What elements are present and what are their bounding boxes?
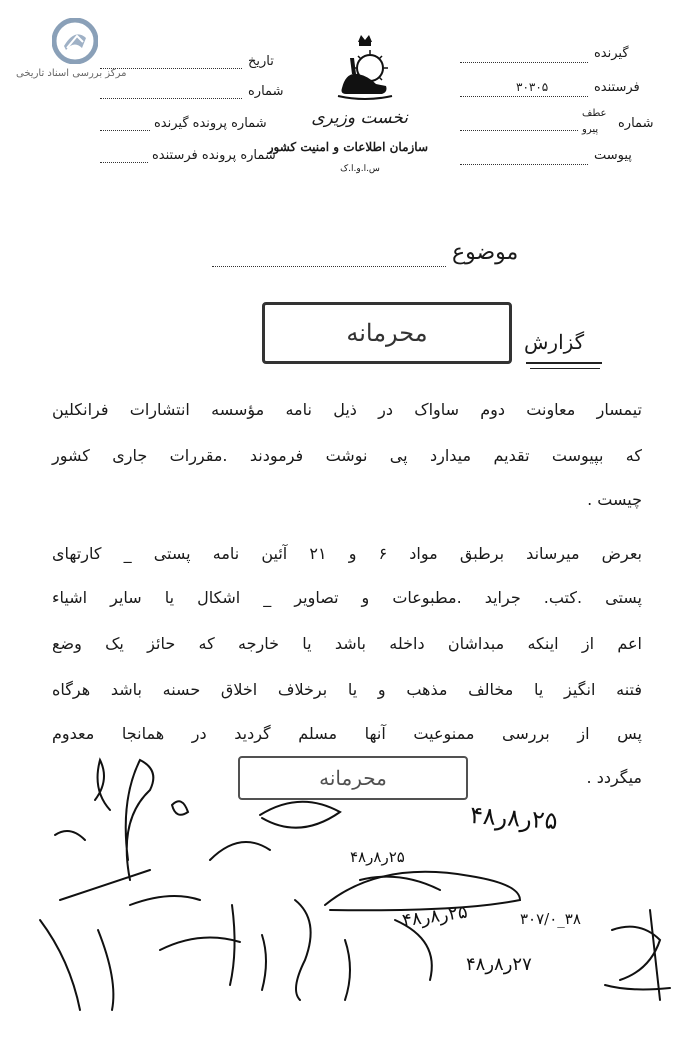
number-label-left: شماره xyxy=(248,84,284,99)
body-line-3: چیست . xyxy=(587,490,642,509)
number-annot-top: عطف xyxy=(582,108,607,119)
subject-line xyxy=(212,266,446,267)
recipient-label: گیرنده xyxy=(594,46,629,61)
body-line-1: تیمسار معاونت دوم ساواک در ذیل نامه مؤسسه انتشارات فرانکلین xyxy=(52,400,642,419)
recipient-line xyxy=(460,62,588,63)
handwritten-date-4: ۲۷ر۸ر۴۸ xyxy=(466,954,532,975)
attachment-label: پیوست xyxy=(594,148,632,163)
subject-label: موضوع xyxy=(452,240,519,265)
number-annot-bottom: پیرو xyxy=(582,124,599,135)
number-label-right: شماره xyxy=(618,116,654,131)
archive-logo-icon xyxy=(52,18,98,64)
confidential-stamp-bottom: محرمانه xyxy=(238,756,468,800)
date-label: تاریخ xyxy=(248,54,274,69)
watermark-text: مرکز بررسی اسناد تاریخی xyxy=(16,68,127,79)
sender-value: ۳۰۳۰۵ xyxy=(516,80,549,94)
body-line-7: فتنه انگیز یا مخالف مذهب و یا برخلاف اخلاق حسنه باشد هرگاه xyxy=(52,680,642,699)
report-label: گزارش xyxy=(524,330,585,354)
body-line-9: میگردد . xyxy=(586,768,642,787)
body-line-5: پستی .کتب. جراید .مطبوعات و تصاویر _ اشکال یا سایر اشیاء xyxy=(52,588,642,607)
recipient-file-label: شماره پرونده گیرنده xyxy=(154,116,267,131)
sender-file-label: شماره پرونده فرستنده xyxy=(152,148,276,163)
sender-file-line xyxy=(100,162,148,163)
attachment-line xyxy=(460,164,588,165)
org-line-2: سازمان اطلاعات و امنیت کشور xyxy=(267,140,428,154)
body-line-2: که بپیوست تقدیم میدارد پی نوشت فرمودند .مقررات جاری کشور xyxy=(52,446,642,465)
org-code: س.ا.و.ا.ک xyxy=(340,164,380,174)
report-underline xyxy=(526,362,602,364)
body-line-8: پس از بررسی ممنوعیت آنها مسلم گردید در همانجا معدوم xyxy=(52,724,642,743)
body-line-4: بعرض میرساند برطبق مواد ۶ و ۲۱ آئین نامه پستی _ کارتهای xyxy=(52,544,642,563)
number-line-right xyxy=(460,130,578,131)
org-line-1: نخست وزیری xyxy=(311,108,408,128)
confidential-stamp: محرمانه xyxy=(262,302,512,364)
date-line xyxy=(100,68,242,69)
lion-and-sun-emblem-icon xyxy=(330,32,400,104)
handwritten-date-1: ۲۵ر۸ر۴۸ xyxy=(469,800,559,836)
emblem xyxy=(330,32,400,104)
body-line-6: اعم از اینکه مبداشان داخله باشد یا خارجه که حائز یک وضع xyxy=(52,634,642,653)
handwritten-ref-number: ۳۸_۳۰۷/۰ xyxy=(520,910,581,928)
sender-label: فرستنده xyxy=(594,80,640,95)
watermark-logo xyxy=(52,18,98,64)
recipient-file-line xyxy=(100,130,150,131)
handwritten-date-3: ۲۵ر۸ر۴۸ xyxy=(400,901,469,932)
number-line-left xyxy=(100,98,242,99)
sender-line xyxy=(460,96,588,97)
report-underline-2 xyxy=(530,368,600,369)
handwritten-date-2: ۲۵ر۸ر۴۸ xyxy=(350,848,405,866)
